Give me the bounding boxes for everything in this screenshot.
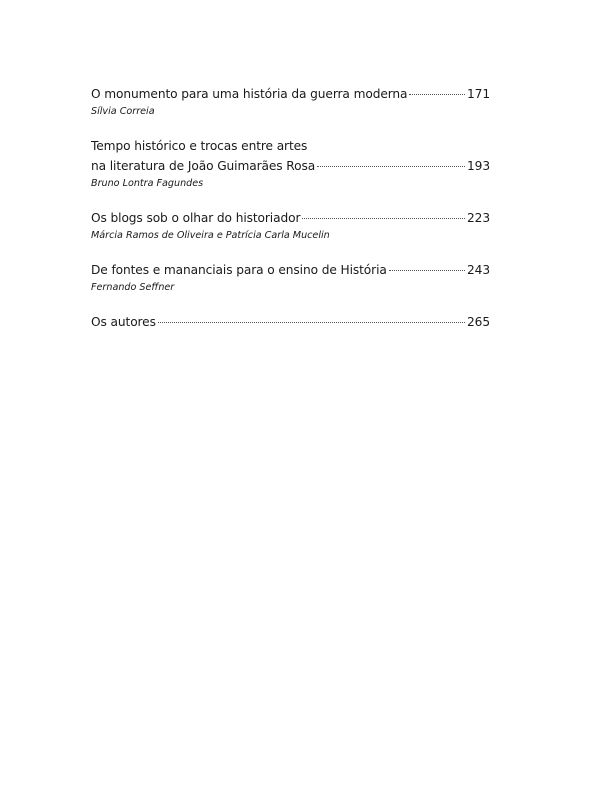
toc-entry[interactable] <box>91 260 490 294</box>
toc-entry-title-line <box>91 208 490 228</box>
toc-entry-title: De fontes e mananciais para o ensino de História <box>91 263 387 277</box>
dot-leader <box>158 322 465 323</box>
dot-leader <box>389 270 465 271</box>
dot-leader <box>302 218 465 219</box>
toc-entry-title-line <box>91 260 490 280</box>
dot-leader <box>317 166 465 167</box>
toc-entry-title-line <box>91 136 490 156</box>
toc-entry-title: Os blogs sob o olhar do historiador <box>91 211 301 225</box>
toc-page-number: 171 <box>467 87 490 101</box>
table-of-contents <box>91 84 490 332</box>
toc-entry-title-line <box>91 84 490 104</box>
toc-entry[interactable] <box>91 84 490 118</box>
toc-entry[interactable] <box>91 312 490 332</box>
toc-page-number: 223 <box>467 211 490 225</box>
toc-page-number: 265 <box>467 315 490 329</box>
toc-entry-author: Fernando Seffner <box>91 282 175 293</box>
toc-page-number: 243 <box>467 263 490 277</box>
toc-entry-title: Tempo histórico e trocas entre artes <box>91 139 308 153</box>
dot-leader <box>409 94 465 95</box>
toc-entry-title-continued: na literatura de João Guimarães Rosa <box>91 159 316 173</box>
toc-entry[interactable] <box>91 208 490 242</box>
toc-entry-title-line <box>91 312 490 332</box>
toc-entry-title-line <box>91 156 490 176</box>
toc-entry-author: Bruno Lontra Fagundes <box>91 178 204 189</box>
toc-entry-title: Os autores <box>91 315 156 329</box>
toc-entry-author: Sílvia Correia <box>91 106 155 117</box>
toc-page-number: 193 <box>467 159 490 173</box>
toc-entry-title: O monumento para uma história da guerra moderna <box>91 87 408 101</box>
toc-entry[interactable] <box>91 136 490 190</box>
toc-entry-author: Márcia Ramos de Oliveira e Patrícia Carla Mucelin <box>91 230 330 241</box>
